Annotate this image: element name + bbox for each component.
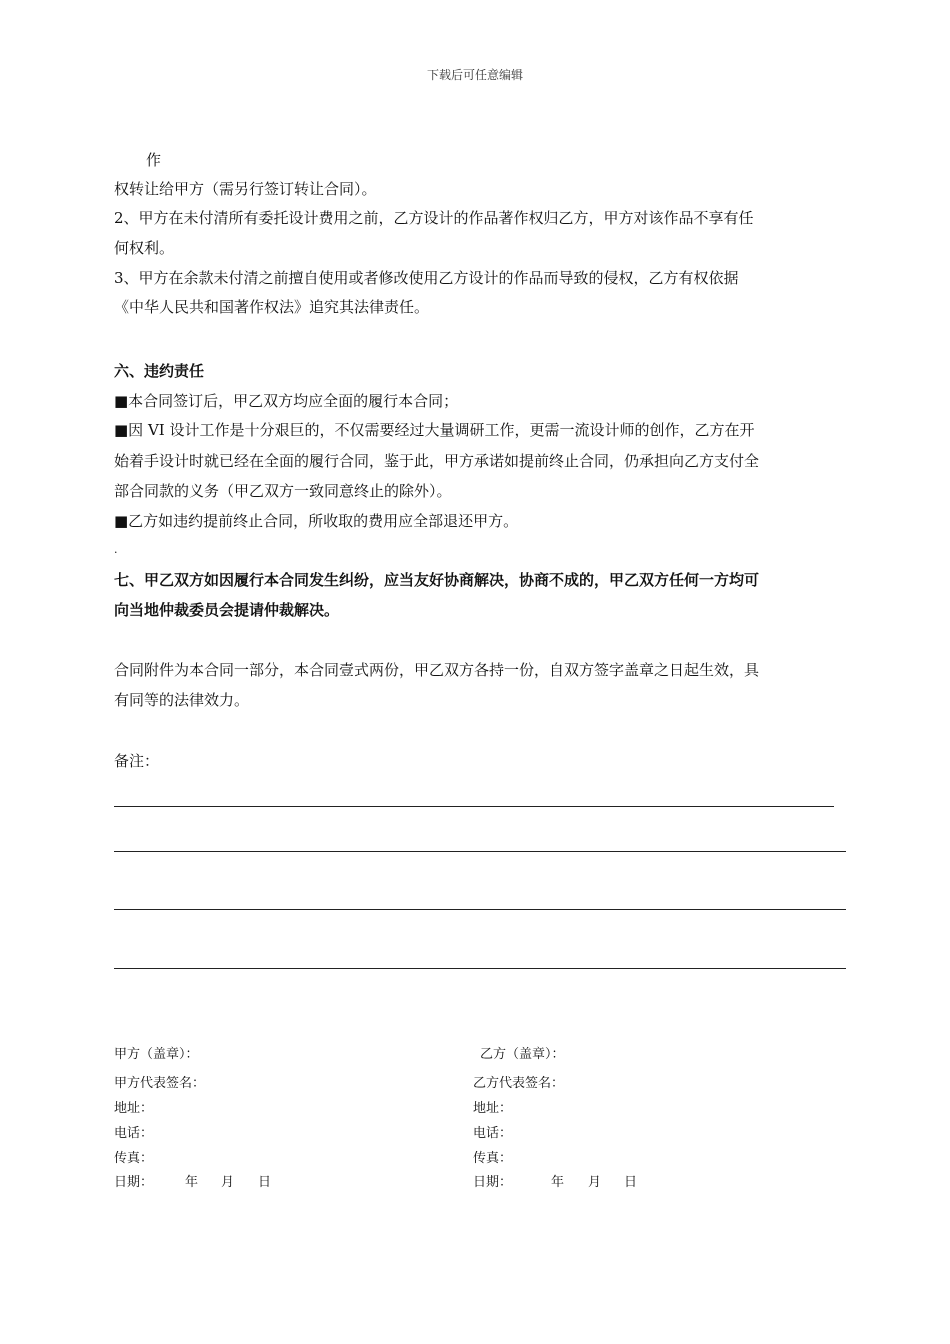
party-a-phone: 电话： <box>114 1126 154 1141</box>
sec5-line-3: 何权利。 <box>114 239 175 257</box>
party-b-seal: 乙方（盖章）： <box>480 1047 565 1062</box>
party-a-day: 日 <box>258 1175 272 1190</box>
remarks-line-2 <box>114 851 846 852</box>
party-a-address: 地址： <box>114 1101 154 1116</box>
party-a-month: 月 <box>221 1175 235 1190</box>
sec6-dot: . <box>114 543 118 556</box>
sec6-line-5: ■乙方如违约提前终止合同，所收取的费用应全部退还甲方。 <box>114 512 519 530</box>
sec6-line-4: 部合同款的义务（甲乙双方一致同意终止的除外）。 <box>114 482 452 500</box>
sec5-line-5: 《中华人民共和国著作权法》追究其法律责任。 <box>114 298 430 316</box>
party-a-date: 日期： <box>114 1175 154 1190</box>
party-b-month: 月 <box>588 1175 602 1190</box>
sec5-line-2: 2、甲方在未付清所有委托设计费用之前，乙方设计的作品著作权归乙方，甲方对该作品不享有任 <box>114 209 754 227</box>
sec6-line-1: ■本合同签订后，甲乙双方均应全面的履行本合同； <box>114 392 459 410</box>
party-b-address: 地址： <box>473 1101 513 1116</box>
remarks-label: 备注： <box>114 752 160 770</box>
party-b-phone: 电话： <box>473 1126 513 1141</box>
party-a-fax: 传真： <box>114 1151 154 1166</box>
sec6-line-3: 始着手设计时就已经在全面的履行合同，鉴于此，甲方承诺如提前终止合同，仍承担向乙方支付全 <box>114 452 760 470</box>
sec5-line-0: 作 <box>146 151 162 169</box>
sec6-title: 六、违约责任 <box>114 362 205 380</box>
remarks-line-3 <box>114 909 846 910</box>
party-b-rep: 乙方代表签名： <box>473 1076 565 1091</box>
sec5-line-1: 权转让给甲方（需另行签订转让合同）。 <box>114 180 377 198</box>
party-b-date: 日期： <box>473 1175 513 1190</box>
party-b-year: 年 <box>551 1175 565 1190</box>
remarks-line-1 <box>114 806 834 807</box>
closing-line-2: 有同等的法律效力。 <box>114 691 250 709</box>
sec6-line-2: ■因 VI 设计工作是十分艰巨的，不仅需要经过大量调研工作，更需一流设计师的创作，乙方在开 <box>114 421 755 439</box>
sec7-line-2: 向当地仲裁委员会提请仲裁解决。 <box>114 601 340 619</box>
remarks-line-4 <box>114 968 846 969</box>
party-a-seal: 甲方（盖章）： <box>114 1047 199 1062</box>
party-a-year: 年 <box>185 1175 199 1190</box>
party-a-rep: 甲方代表签名： <box>114 1076 206 1091</box>
closing-line-1: 合同附件为本合同一部分，本合同壹式两份，甲乙双方各持一份，自双方签字盖章之日起生效，具 <box>114 661 760 679</box>
sec5-line-4: 3、甲方在余款未付清之前擅自使用或者修改使用乙方设计的作品而导致的侵权，乙方有权依据 <box>114 269 739 287</box>
page-header: 下载后可任意编辑 <box>426 68 523 82</box>
sec7-line-1: 七、甲乙双方如因履行本合同发生纠纷，应当友好协商解决，协商不成的，甲乙双方任何一方均可 <box>114 571 760 589</box>
party-b-fax: 传真： <box>473 1151 513 1166</box>
party-b-day: 日 <box>624 1175 638 1190</box>
